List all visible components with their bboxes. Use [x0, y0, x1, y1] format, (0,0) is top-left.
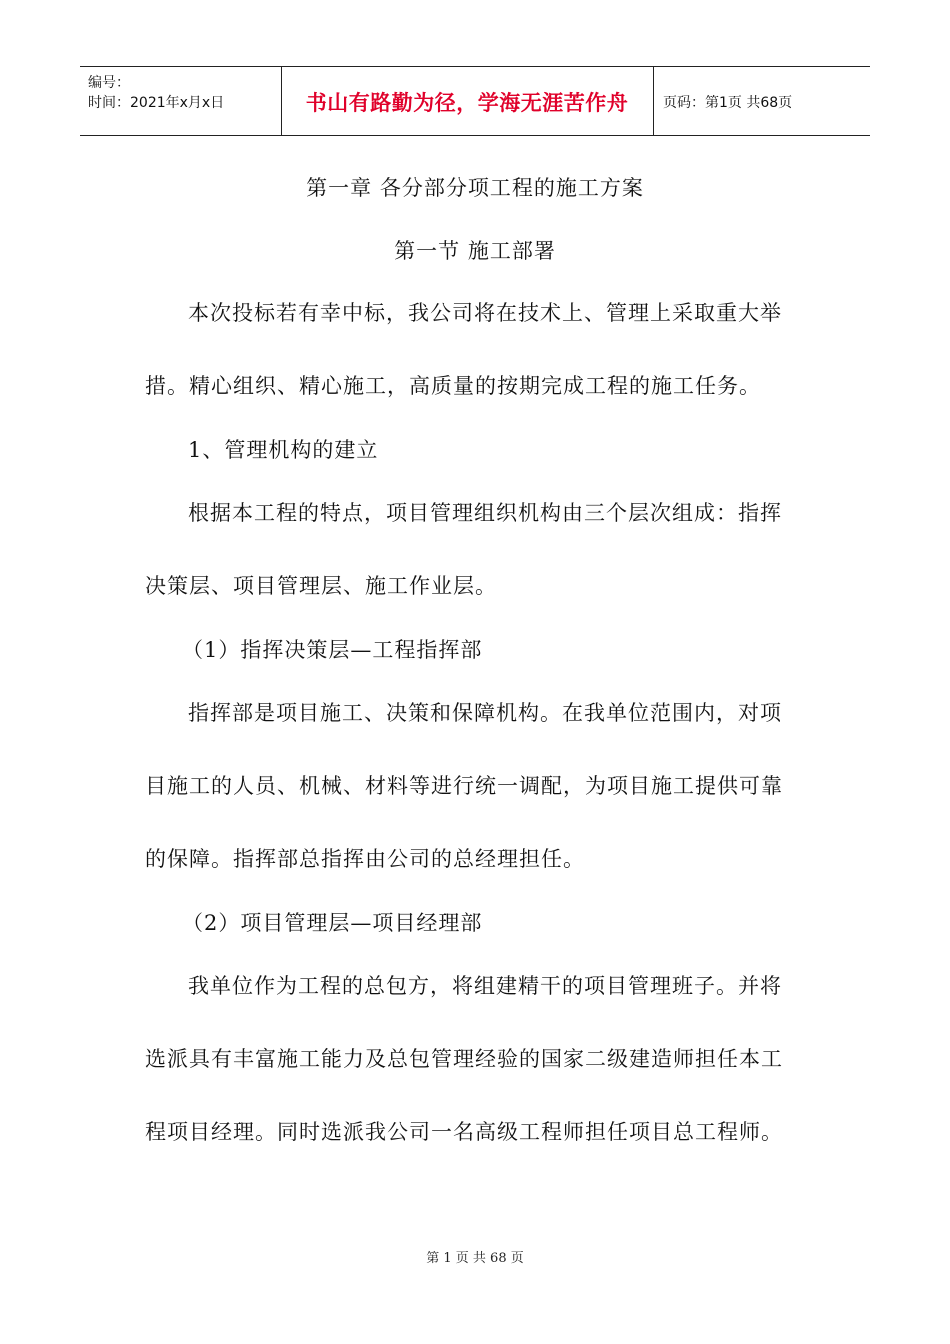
header-divider: [653, 67, 654, 135]
subheading: 1、管理机构的建立: [188, 438, 379, 462]
paragraph-line: 我单位作为工程的总包方，将组建精干的项目管理班子。并将: [188, 974, 782, 998]
paragraph-line: 目施工的人员、机械、材料等进行统一调配，为项目施工提供可靠: [145, 774, 783, 798]
document-date: 时间：2021年x月x日: [88, 95, 225, 111]
header-motto: 书山有路勤为径，学海无涯苦作舟: [305, 91, 629, 115]
document-number-label: 编号：: [88, 75, 130, 91]
header-page-info: 页码：第1页 共68页: [663, 95, 793, 111]
page-footer: 第 1 页 共 68 页: [426, 1251, 524, 1266]
header-meta: [88, 73, 224, 113]
subheading: （1）指挥决策层—工程指挥部: [182, 638, 483, 662]
paragraph-line: 选派具有丰富施工能力及总包管理经验的国家二级建造师担任本工: [145, 1047, 783, 1071]
paragraph-line: 措。精心组织、精心施工，高质量的按期完成工程的施工任务。: [145, 374, 761, 398]
paragraph-line: 根据本工程的特点，项目管理组织机构由三个层次组成：指挥: [188, 501, 782, 525]
paragraph-line: 本次投标若有幸中标，我公司将在技术上、管理上采取重大举: [188, 301, 782, 325]
paragraph-line: 决策层、项目管理层、施工作业层。: [145, 574, 497, 598]
paragraph-line: 程项目经理。同时选派我公司一名高级工程师担任项目总工程师。: [145, 1120, 783, 1144]
subheading: （2）项目管理层—项目经理部: [182, 911, 483, 935]
section-title: 第一节 施工部署: [394, 239, 556, 263]
page-header: [80, 66, 870, 136]
paragraph-line: 的保障。指挥部总指挥由公司的总经理担任。: [145, 847, 585, 871]
paragraph-line: 指挥部是项目施工、决策和保障机构。在我单位范围内，对项: [188, 701, 782, 725]
chapter-title: 第一章 各分部分项工程的施工方案: [306, 176, 644, 200]
